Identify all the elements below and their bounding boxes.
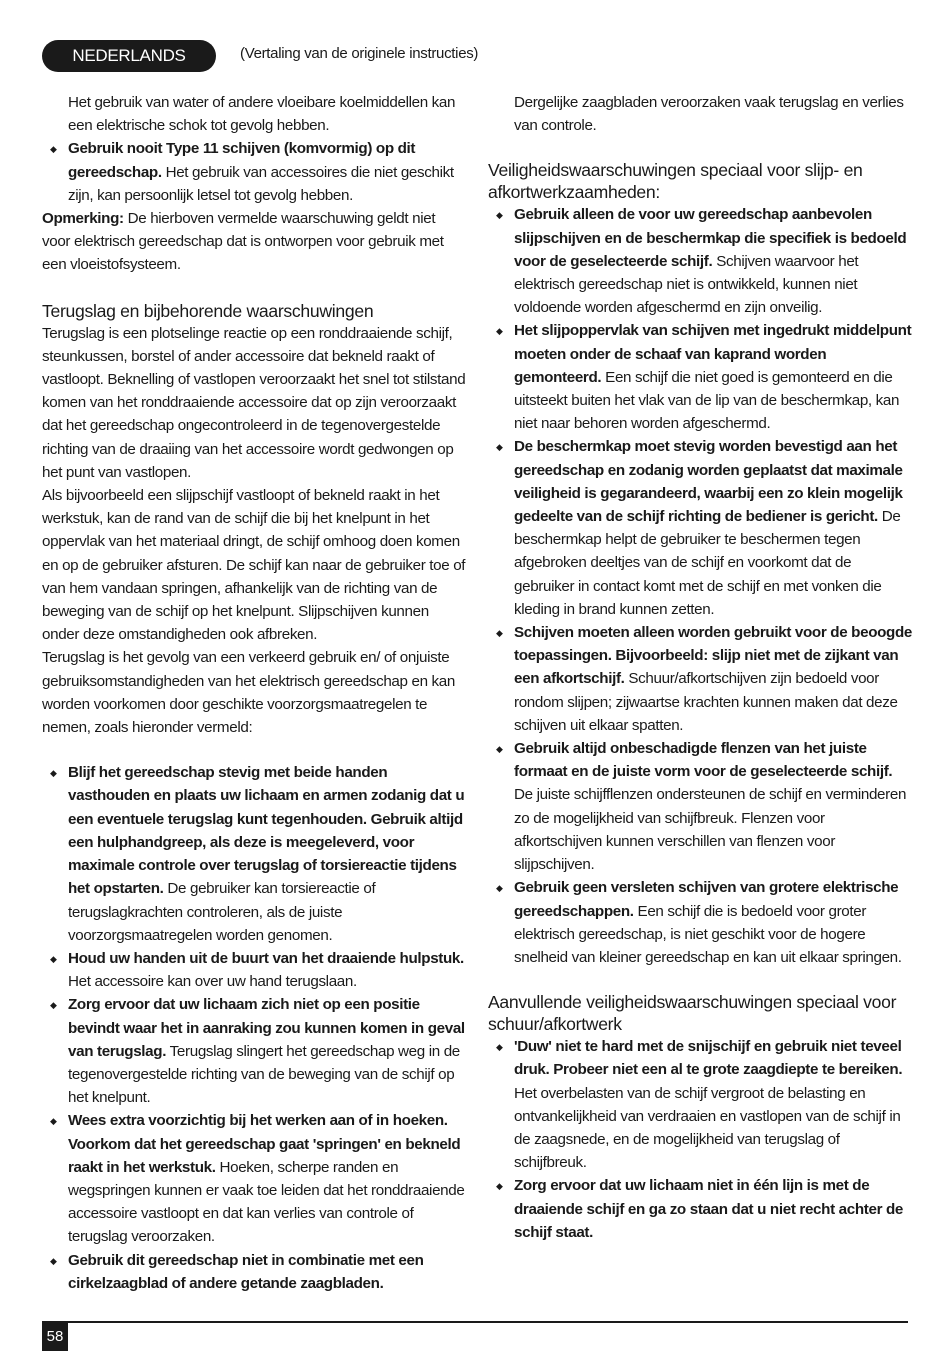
bullet-bold: Zorg ervoor dat uw lichaam niet in één lijn is met de draaiende schijf en ga zo staan dat u niet recht achter de schijf staat. bbox=[514, 1177, 904, 1241]
footer-rule bbox=[42, 1321, 908, 1323]
note-text: De hierboven vermelde waarschuwing geldt niet voor elektrisch gereedschap dat is ontworpen voor gebruik met een vloeistofsysteem. bbox=[42, 210, 444, 274]
bullet-bold: Het slijpoppervlak van schijven met ingedrukt middelpunt moeten onder de schaaf van kaprand worden gemonteerd. bbox=[514, 322, 912, 386]
bullet-text: Schijven waarvoor het elektrisch gereedschap niet is ontwikkeld, kunnen niet voldoende worden afgeschermd en zijn onveilig. bbox=[514, 252, 859, 317]
paragraph: Terugslag is een plotselinge reactie op een ronddraaiende schijf, steunkussen, borstel of ander accessoire dat bekneld raakt of vastloopt. Beknelling of vastlopen veroorzaakt het snel tot stilstand komen van het ronddraaiende accessoire dat op zijn veroorzaakt dat het gereedschap ongecontroleerd in de tegenovergestelde richting van de draaiing van het accessoire wordt gedwongen op het punt van vastlopen. bbox=[42, 324, 466, 481]
bullet-item bbox=[42, 993, 466, 1109]
bullet-text: Het overbelasten van de schijf vergroot de belasting en ontvankelijkheid van verdraaien en vastlopen van de schijf in de zaagsnede, en de mogelijkheid van terugslag of schijfbreuk. bbox=[514, 1084, 901, 1172]
bullet-bold: Zorg ervoor dat uw lichaam zich niet op een positie bevindt waar het in aanraking zou kunnen komen in geval van terugslag. bbox=[68, 996, 465, 1060]
bullet-item bbox=[42, 137, 466, 207]
bullet-bold: Gebruik nooit Type 11 schijven (komvormig) op dit gereedschap. bbox=[68, 140, 416, 181]
bullet-text: Terugslag slingert het gereedschap weg in de tegenovergestelde richting van de beweging van de schijf op het knelpunt. bbox=[68, 1042, 460, 1107]
language-badge: NEDERLANDS bbox=[42, 40, 216, 72]
section-heading-kickback: Terugslag en bijbehorende waarschuwingen bbox=[42, 300, 374, 321]
bullet-item bbox=[42, 761, 466, 947]
bullet-text: Een schijf die is bedoeld voor groter elektrisch gereedschap, is niet geschikt voor de hogere snelheid van kleiner gereedschap en kan uit elkaar springen. bbox=[514, 902, 902, 966]
bullet-bold: Gebruik dit gereedschap niet in combinatie met een cirkelzaagblad of andere getande zaagbladen. bbox=[68, 1251, 424, 1292]
note-paragraph bbox=[42, 207, 466, 277]
paragraph: Het gebruik van water of andere vloeibare koelmiddellen kan een elektrische schok tot gevolg hebben. bbox=[68, 94, 456, 135]
bullet-item bbox=[488, 203, 912, 319]
page-number: 58 bbox=[42, 1322, 68, 1351]
bullet-text: De beschermkap helpt de gebruiker te beschermen tegen afgebroken deeltjes van de schijf en voorkomt dat de gebruiker in contact komt met de schijf en met vonken die kleding in brand kunnen zetten. bbox=[514, 508, 901, 618]
paragraph: Terugslag is het gevolg van een verkeerd gebruik en/ of onjuiste gebruiksomstandigheden van het elektrisch gereedschap en kan worden voorkomen door geschikte voorzorgsmaatregelen te nemen, zoals hieronder vermeld: bbox=[42, 649, 455, 737]
translation-note: (Vertaling van de originele instructies) bbox=[240, 45, 479, 62]
bullet-text: Schuur/afkortschijven zijn bedoeld voor rondom slijpen; zijwaartse krachten kunnen maken dat deze schijven uit elkaar spatten. bbox=[514, 670, 898, 734]
section-heading-cutting: Aanvullende veiligheidswaarschuwingen speciaal voor schuur/afkortwerk bbox=[488, 992, 897, 1035]
bullet-bold: Blijf het gereedschap stevig met beide handen vasthouden en plaats uw lichaam en armen zodanig dat u een eventuele terugslag kunt tegenhouden. Gebruik altijd een hulphandgreep, als deze is meegeleverd, voor maximale controle over terugslag of torsiereactie tijdens het opstarten. bbox=[68, 764, 465, 898]
paragraph: Dergelijke zaagbladen veroorzaken vaak terugslag en verlies van controle. bbox=[514, 94, 904, 135]
bullet-text: Het accessoire kan over uw hand terugslaan. bbox=[68, 973, 357, 991]
bullet-bold: Schijven moeten alleen worden gebruikt voor de beoogde toepassingen. Bijvoorbeeld: slijp niet met de zijkant van een afkortschijf. bbox=[514, 624, 912, 688]
page-header bbox=[42, 40, 922, 74]
bullet-item bbox=[42, 1109, 466, 1248]
right-column bbox=[488, 91, 912, 1244]
bullet-text: De juiste schijfflenzen ondersteunen de schijf en verminderen zo de mogelijkheid van schijfbreuk. Flenzen voor afkortschijven kunnen verschillen van flenzen voor slijpschijven. bbox=[514, 786, 907, 874]
bullet-text: Hoeken, scherpe randen en wegspringen kunnen er vaak toe leiden dat het ronddraaiende accessoire vastloopt en dat kan verlies van controle of terugslag veroorzaken. bbox=[68, 1158, 465, 1246]
bullet-bold: Gebruik geen versleten schijven van grotere elektrische gereedschappen. bbox=[514, 879, 899, 920]
bullet-item bbox=[488, 1174, 912, 1244]
bullet-item bbox=[488, 621, 912, 737]
bullet-item bbox=[488, 876, 912, 969]
bullet-bold: 'Duw' niet te hard met de snijschijf en gebruik niet teveel druk. Probeer niet een al te grote zaagdiepte te bereiken. bbox=[514, 1038, 903, 1079]
paragraph: Als bijvoorbeeld een slijpschijf vastloopt of bekneld raakt in het werkstuk, kan de rand van de schijf die bij het knelpunt in het oppervlak van het materiaal dringt, de schijf omhoog doen komen en op de gebruiker afsturen. De schijf kan naar de gebruiker toe of van hem vandaan springen, afhankelijk van de richting van de beweging van de schijf op het knelpunt. Slijpschijven kunnen onder deze omstandigheden ook afbreken. bbox=[42, 487, 466, 644]
bullet-item bbox=[488, 319, 912, 435]
bullet-bold: Wees extra voorzichtig bij het werken aan of in hoeken. Voorkom dat het gereedschap gaat 'springen' en bekneld raakt in het werkstuk. bbox=[68, 1112, 461, 1176]
bullet-bold: De beschermkap moet stevig worden bevestigd aan het gereedschap en zodanig worden geplaatst dat maximale veiligheid is gegarandeerd, waarbij een zo klein mogelijk gedeelte van de schijf richting de bediener is gericht. bbox=[514, 438, 903, 526]
bullet-bold: Gebruik altijd onbeschadigde flenzen van het juiste formaat en de juiste vorm voor de geselecteerde schijf. bbox=[514, 740, 893, 781]
bullet-item bbox=[488, 737, 912, 876]
bullet-text: De gebruiker kan torsiereactie of terugslagkrachten controleren, als de juiste voorzorgsmaatregelen worden genomen. bbox=[68, 880, 376, 944]
bullet-item bbox=[488, 435, 912, 621]
section-heading-grinding: Veiligheidswaarschuwingen speciaal voor slijp- en afkortwerkzaamheden: bbox=[488, 160, 863, 203]
bullet-text: Een schijf die niet goed is gemonteerd en die uitsteekt buiten het vlak van de lip van de beschermkap, kan niet naar behoren worden afgeschermd. bbox=[514, 368, 900, 433]
bullet-bold: Houd uw handen uit de buurt van het draaiende hulpstuk. bbox=[68, 949, 464, 967]
bullet-item bbox=[42, 947, 466, 993]
bullet-text: Het gebruik van accessoires die niet geschikt zijn, kan persoonlijk letsel tot gevolg hebben. bbox=[68, 163, 454, 204]
bullet-bold: Gebruik alleen de voor uw gereedschap aanbevolen slijpschijven en de beschermkap die specifiek is bedoeld voor de geselecteerde schijf. bbox=[514, 206, 907, 270]
bullet-item bbox=[488, 1035, 912, 1174]
note-label: Opmerking: bbox=[42, 210, 124, 228]
left-column bbox=[42, 91, 466, 1295]
bullet-item bbox=[42, 1249, 466, 1295]
